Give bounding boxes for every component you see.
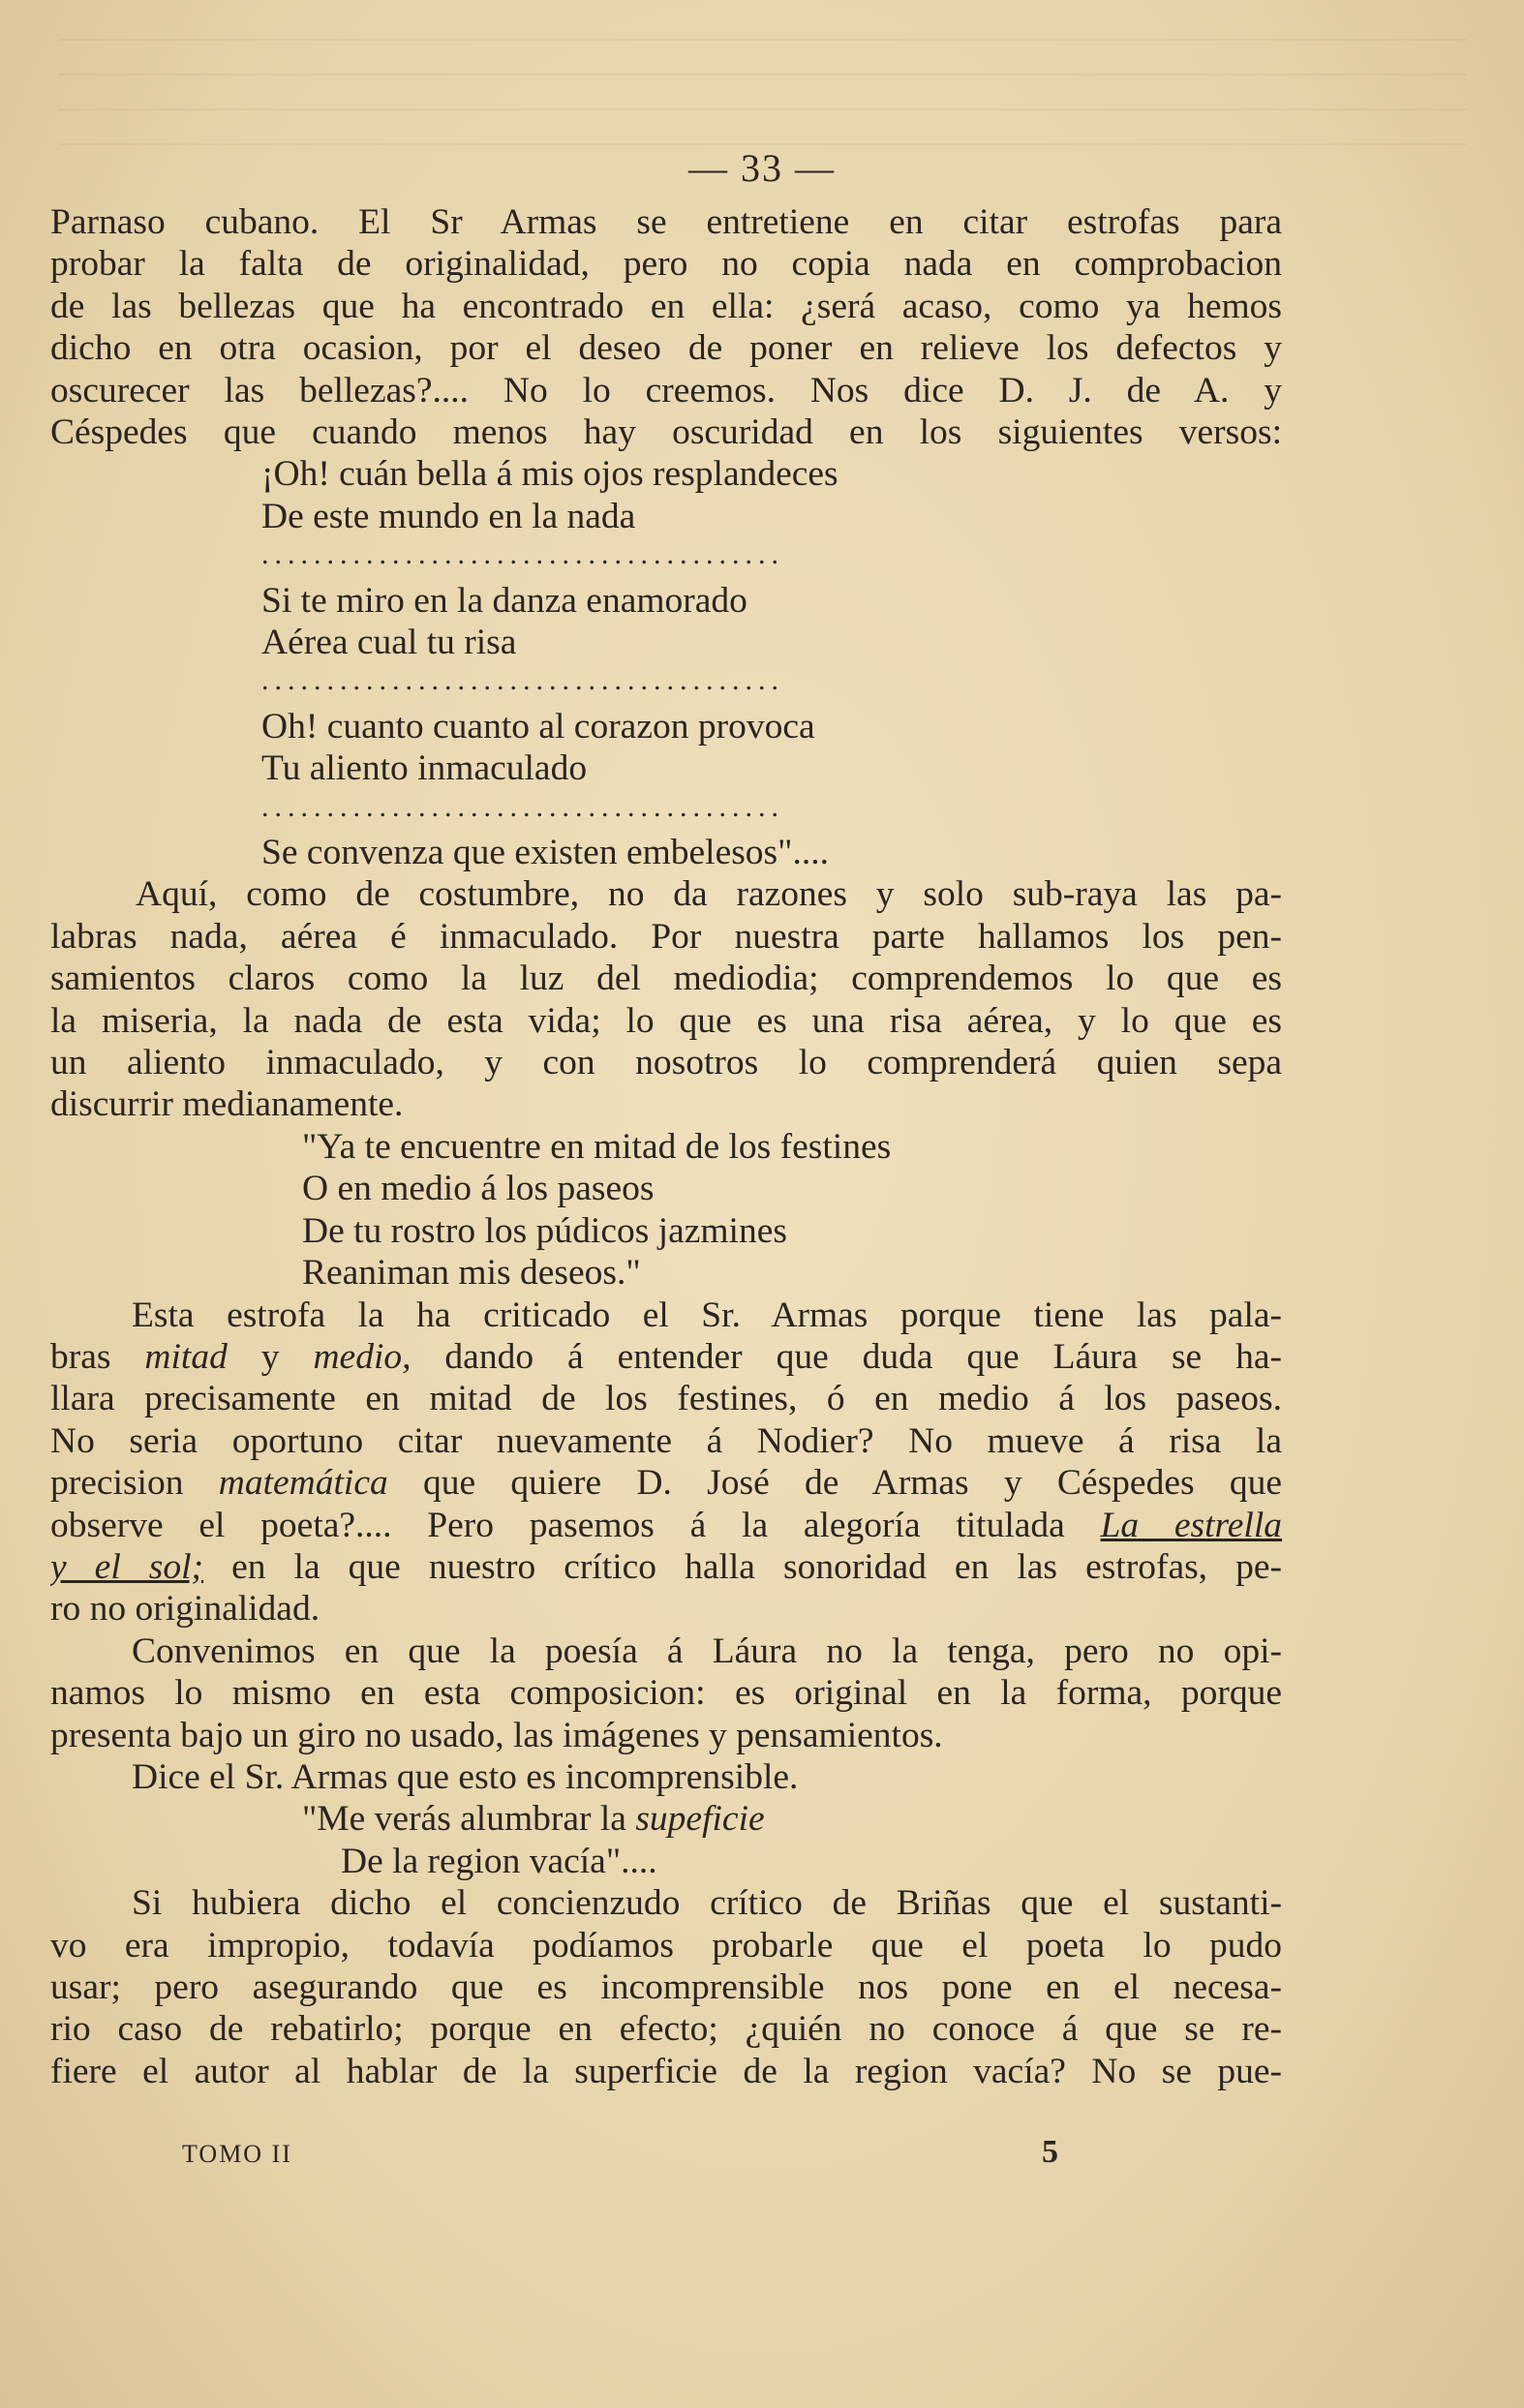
verse-line: Oh! cuanto cuanto al corazon provoca: [261, 706, 815, 747]
body-line: probar la falta de originalidad, pero no copia nada en comprobacion: [50, 244, 1282, 285]
body-line: No seria oportuno citar nuevamente á Nodier? No mueve á risa la: [50, 1420, 1282, 1461]
verse-line: De tu rostro los púdicos jazmines: [302, 1210, 787, 1251]
body-line: vo era impropio, todavía podíamos probarle que el poeta lo pudo: [50, 1925, 1282, 1966]
body-line: Esta estrofa la ha criticado el Sr. Armas porque tiene las pala-: [132, 1295, 1282, 1335]
body-line: dicho en otra ocasion, por el deseo de poner en relieve los defectos y: [50, 328, 1282, 369]
body-line: samientos claros como la luz del mediodia; comprendemos lo que es: [50, 959, 1282, 999]
volume-label: TOMO II: [182, 2140, 292, 2168]
body-line: [50, 1546, 1282, 1588]
body-line: de las bellezas que ha encontrado en ella: ¿será acaso, como ya hemos: [50, 286, 1282, 326]
bleed-through-shadow: [58, 39, 1466, 145]
body-line: [50, 1462, 1282, 1504]
ellipsis-row: ........................................: [261, 538, 784, 571]
body-line: un aliento inmaculado, y con nosotros lo comprenderá quien sepa: [50, 1043, 1282, 1083]
body-line: la miseria, la nada de esta vida; lo que es una risa aérea, y lo que es: [50, 1000, 1282, 1041]
body-line: Parnaso cubano. El Sr Armas se entretiene en citar estrofas para: [50, 202, 1282, 242]
body-line: fiere el autor al hablar de la superficie de la region vacía? No se pue-: [50, 2051, 1282, 2091]
body-line: labras nada, aérea é inmaculado. Por nuestra parte hallamos los pen-: [50, 916, 1282, 957]
body-line: usar; pero asegurando que es incomprensible nos pone en el necesa-: [50, 1967, 1282, 2008]
body-line: rio caso de rebatirlo; porque en efecto; ¿quién no conoce á que se re-: [50, 2009, 1282, 2050]
verse-line: Tu aliento inmaculado: [261, 748, 588, 789]
italic-word: medio,: [313, 1336, 411, 1377]
verse-line: Reaniman mis deseos.": [302, 1253, 641, 1294]
page-body: [50, 201, 1282, 2092]
italic-word: matemática: [218, 1463, 388, 1504]
body-line: discurrir medianamente.: [50, 1084, 404, 1125]
body-line: [50, 1336, 1282, 1378]
signature-mark: 5: [1042, 2134, 1058, 2170]
body-line: presenta bajo un giro no usado, las imágenes y pensamientos.: [50, 1715, 943, 1755]
verse-line: De la region vacía"....: [341, 1841, 657, 1881]
ellipsis-row: ........................................: [261, 790, 784, 823]
text-run: bras: [50, 1336, 145, 1377]
text-run: precision: [50, 1463, 219, 1504]
text-run: "Me verás alumbrar la: [302, 1799, 636, 1840]
page-footer: [182, 2134, 1112, 2170]
text-run: en la que nuestro crítico halla sonoridad en las estrofas, pe-: [203, 1546, 1282, 1587]
italic-word: mitad: [144, 1336, 228, 1377]
ellipsis-row: ........................................: [261, 664, 784, 697]
page-number: — 33 —: [688, 146, 836, 190]
underlined-title: y el sol;: [50, 1546, 204, 1587]
text-run: observe el poeta?.... Pero pasemos á la alegoría titulada: [50, 1505, 1101, 1545]
body-line: ro no originalidad.: [50, 1589, 320, 1630]
underlined-title: La estrella: [1100, 1505, 1282, 1545]
verse-line: Aérea cual tu risa: [261, 623, 517, 663]
body-line: Si hubiera dicho el concienzudo crítico de Briñas que el sustanti-: [132, 1883, 1282, 1924]
italic-word: supeficie: [635, 1799, 765, 1840]
body-line: Aquí, como de costumbre, no da razones y solo sub-raya las pa-: [136, 874, 1282, 915]
verse-line: "Ya te encuentre en mitad de los festines: [302, 1126, 892, 1167]
body-line: llara precisamente en mitad de los festines, ó en medio á los paseos.: [50, 1379, 1282, 1419]
verse-line: Si te miro en la danza enamorado: [261, 580, 747, 621]
verse-line: De este mundo en la nada: [261, 496, 636, 536]
body-line: Céspedes que cuando menos hay oscuridad en los siguientes versos:: [50, 412, 1282, 453]
verse-line: Se convenza que existen embelesos"....: [261, 833, 829, 873]
verse-line: ¡Oh! cuán bella á mis ojos resplandeces: [261, 454, 838, 495]
body-line: oscurecer las bellezas?.... No lo creemos. Nos dice D. J. de A. y: [50, 370, 1282, 411]
verse-line: O en medio á los paseos: [302, 1169, 655, 1209]
text-run: dando á entender que duda que Láura se ha-: [411, 1336, 1282, 1377]
text-run: y: [227, 1336, 314, 1377]
body-line: Convenimos en que la poesía á Láura no la tenga, pero no opi-: [132, 1631, 1282, 1671]
text-run: que quiere D. José de Armas y Céspedes que: [387, 1463, 1282, 1504]
verse-line: [50, 1798, 1282, 1840]
body-line: [50, 1505, 1282, 1546]
body-line: Dice el Sr. Armas que esto es incomprensible.: [132, 1756, 799, 1797]
body-line: namos lo mismo en esta composicion: es original en la forma, porque: [50, 1673, 1282, 1714]
